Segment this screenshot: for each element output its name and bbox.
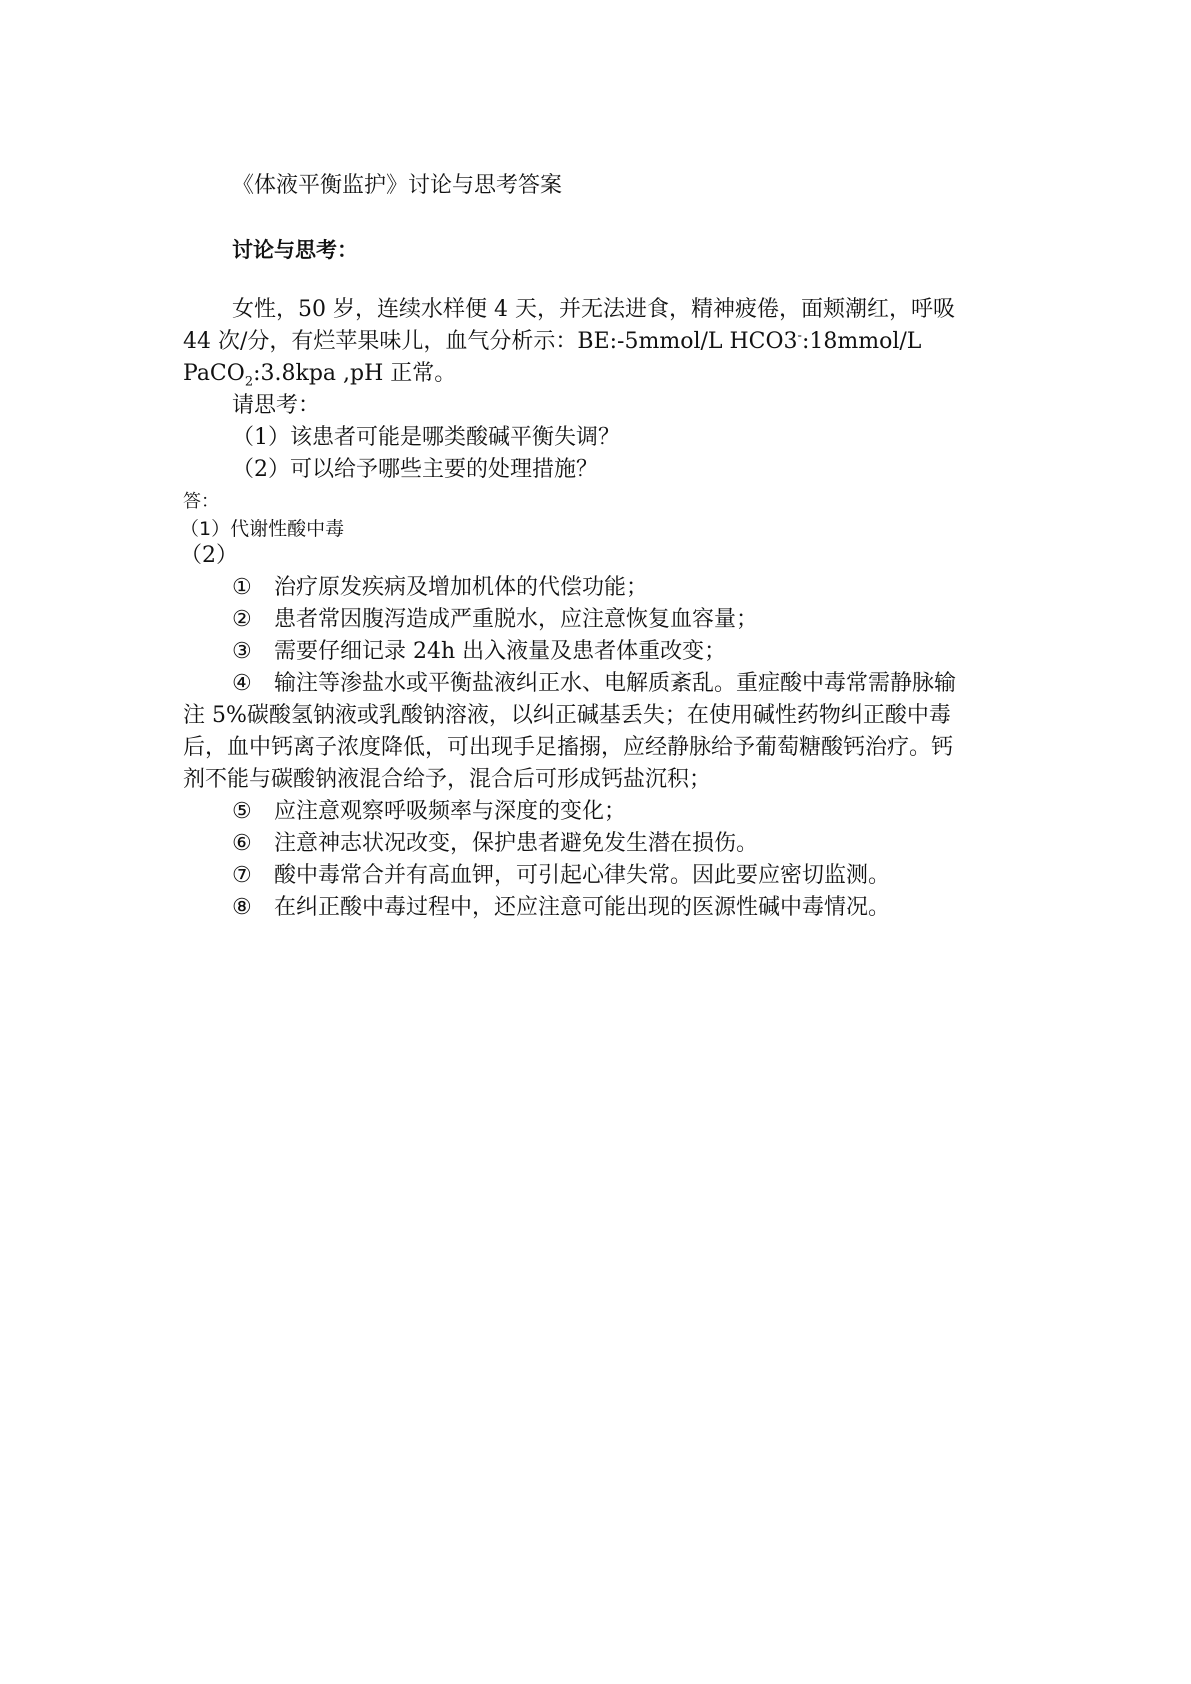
case-line-1: 女性，50 岁，连续水样便 4 天，并无法进食，精神疲倦，面颊潮红，呼吸 <box>232 297 955 322</box>
measure-item-7 <box>232 861 890 891</box>
measure-text: 注意神志状况改变，保护患者避免发生潜在损伤。 <box>274 831 759 856</box>
measure-number: ④ <box>232 671 252 696</box>
measure-item-2 <box>232 605 758 635</box>
measure-text: 在纠正酸中毒过程中，还应注意可能出现的医源性碱中毒情况。 <box>274 895 891 920</box>
measure-text: 患者常因腹泻造成严重脱水，应注意恢复血容量； <box>274 607 759 632</box>
measure-4-continuation-1: 注 5%碳酸氢钠液或乳酸钠溶液，以纠正碱基丢失；在使用碱性药物纠正酸中毒 <box>183 703 951 728</box>
measure-item-5 <box>232 797 626 827</box>
measure-text: 需要仔细记录 24h 出入液量及患者体重改变； <box>274 639 727 664</box>
document-title: 《体液平衡监护》讨论与思考答案 <box>232 173 563 198</box>
case-line-3-sub: 2 <box>244 374 254 390</box>
case-line-3-text: PaCO <box>183 361 245 386</box>
case-line-2-sup: - <box>797 328 802 344</box>
measure-number: ⑦ <box>232 863 252 888</box>
question-2: （2）可以给予哪些主要的处理措施？ <box>232 457 598 482</box>
answer-1: （1）代谢性酸中毒 <box>180 518 345 540</box>
case-line-2-text-end: :18mmol/L <box>801 329 922 354</box>
measure-item-8 <box>232 893 890 923</box>
question-1: （1）该患者可能是哪类酸碱平衡失调？ <box>232 425 620 450</box>
measure-item-6 <box>232 829 758 859</box>
measure-item-1 <box>232 573 648 603</box>
case-line-2-text: 44 次/分，有烂苹果味儿，血气分析示：BE:-5mmol/L HCO3 <box>183 329 798 354</box>
case-line-3 <box>183 359 456 389</box>
measure-number: ① <box>232 575 252 600</box>
measure-number: ⑤ <box>232 799 252 824</box>
measure-item-4 <box>232 669 956 699</box>
case-line-3-text-end: :3.8kpa ,pH 正常。 <box>253 361 457 386</box>
section-heading: 讨论与思考： <box>232 238 358 262</box>
measure-number: ③ <box>232 639 252 664</box>
measure-4-continuation-3: 剂不能与碳酸钠液混合给予，混合后可形成钙盐沉积； <box>183 767 712 792</box>
measure-number: ⑧ <box>232 895 252 920</box>
answer-2-label: （2） <box>180 543 238 568</box>
case-line-2 <box>183 327 921 357</box>
measure-text: 酸中毒常合并有高血钾，可引起心律失常。因此要应密切监测。 <box>274 863 891 888</box>
measure-text: 治疗原发疾病及增加机体的代偿功能； <box>274 575 649 600</box>
measure-text: 输注等渗盐水或平衡盐液纠正水、电解质紊乱。重症酸中毒常需静脉输 <box>274 671 957 696</box>
measure-item-3 <box>232 637 726 667</box>
measure-text: 应注意观察呼吸频率与深度的变化； <box>274 799 627 824</box>
answer-label: 答： <box>183 491 219 512</box>
measure-4-continuation-2: 后，血中钙离子浓度降低，可出现手足搐搦，应经静脉给予葡萄糖酸钙治疗。钙 <box>183 735 954 760</box>
measure-number: ⑥ <box>232 831 252 856</box>
prompt-text: 请思考： <box>232 393 321 418</box>
measure-number: ② <box>232 607 252 632</box>
